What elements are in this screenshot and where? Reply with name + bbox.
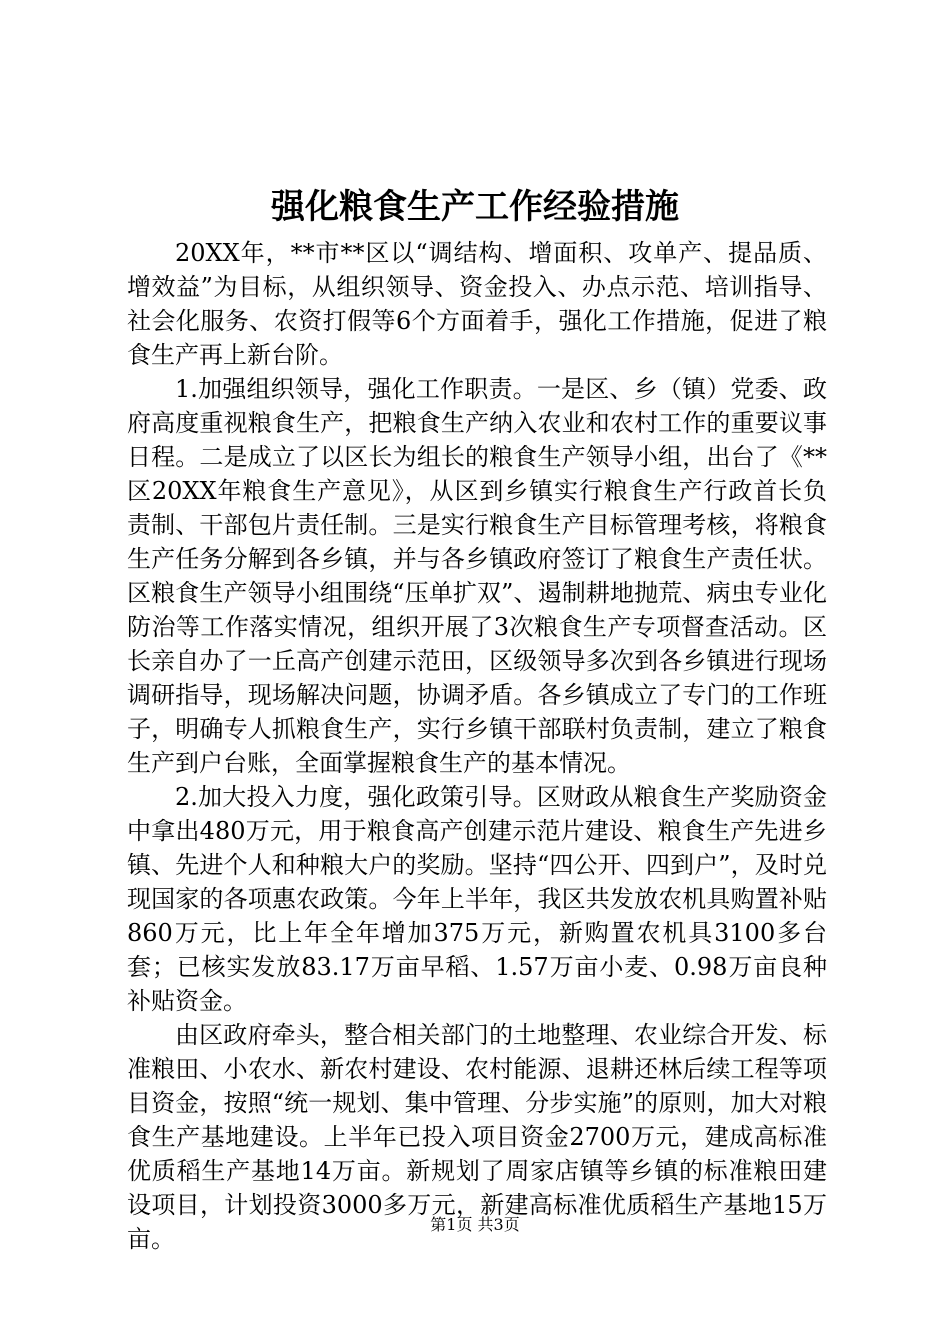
paragraph-intro: 20XX年，**市**区以“调结构、增面积、攻单产、提品质、增效益”为目标，从组织领导、资金投入、办点示范、培训指导、社会化服务、农资打假等6个方面着手，强化工作措施，促进了粮食生产再上新台阶。 (127, 239, 827, 369)
paragraph-organization: 1.加强组织领导，强化工作职责。一是区、乡（镇）党委、政府高度重视粮食生产，把粮食生产纳入农业和农村工作的重要议事日程。二是成立了以区长为组长的粮食生产领导小组，出台了《**区20XX年粮食生产意见》，从区到乡镇实行粮食生产行政首长负责制、干部包片责任制。三是实行粮食生产目标管理考核，将粮食生产任务分解到各乡镇，并与各乡镇政府签订了粮食生产责任状。区粮食生产领导小组围绕“压单扩双”、遏制耕地抛荒、病虫专业化防治等工作落实情况，组织开展了3次粮食生产专项督查活动。区长亲自办了一丘高产创建示范田，区级领导多次到各乡镇进行现场调研指导，现场解决问题，协调矛盾。各乡镇成立了专门的工作班子，明确专人抓粮食生产，实行乡镇干部联村负责制，建立了粮食生产到户台账，全面掌握粮食生产的基本情况。 (127, 375, 827, 777)
paragraph-investment: 2.加大投入力度，强化政策引导。区财政从粮食生产奖励资金中拿出480万元，用于粮食高产创建示范片建设、粮食生产先进乡镇、先进个人和种粮大户的奖励。坚持“四公开、四到户”，及时兑现国家的各项惠农政策。今年上半年，我区共发放农机具购置补贴860万元，比上年全年增加375万元，新购置农机具3100多台套；已核实发放83.17万亩早稻、1.57万亩小麦、0.98万亩良种补贴资金。 (127, 783, 827, 1015)
paragraph-integration: 由区政府牵头，整合相关部门的土地整理、农业综合开发、标准粮田、小农水、新农村建设、农村能源、退耕还林后续工程等项目资金，按照“统一规划、集中管理、分步实施”的原则，加大对粮食生产基地建设。上半年已投入项目资金2700万元，建成高标准优质稻生产基地14万亩。新规划了周家店镇等乡镇的标准粮田建设项目，计划投资3000多万元，新建高标准优质稻生产基地15万亩。 (127, 1021, 827, 1253)
page-footer: 第1页 共3页 (430, 1215, 520, 1234)
document-body (127, 236, 827, 1256)
document-title: 强化粮食生产工作经验措施 (271, 187, 679, 227)
